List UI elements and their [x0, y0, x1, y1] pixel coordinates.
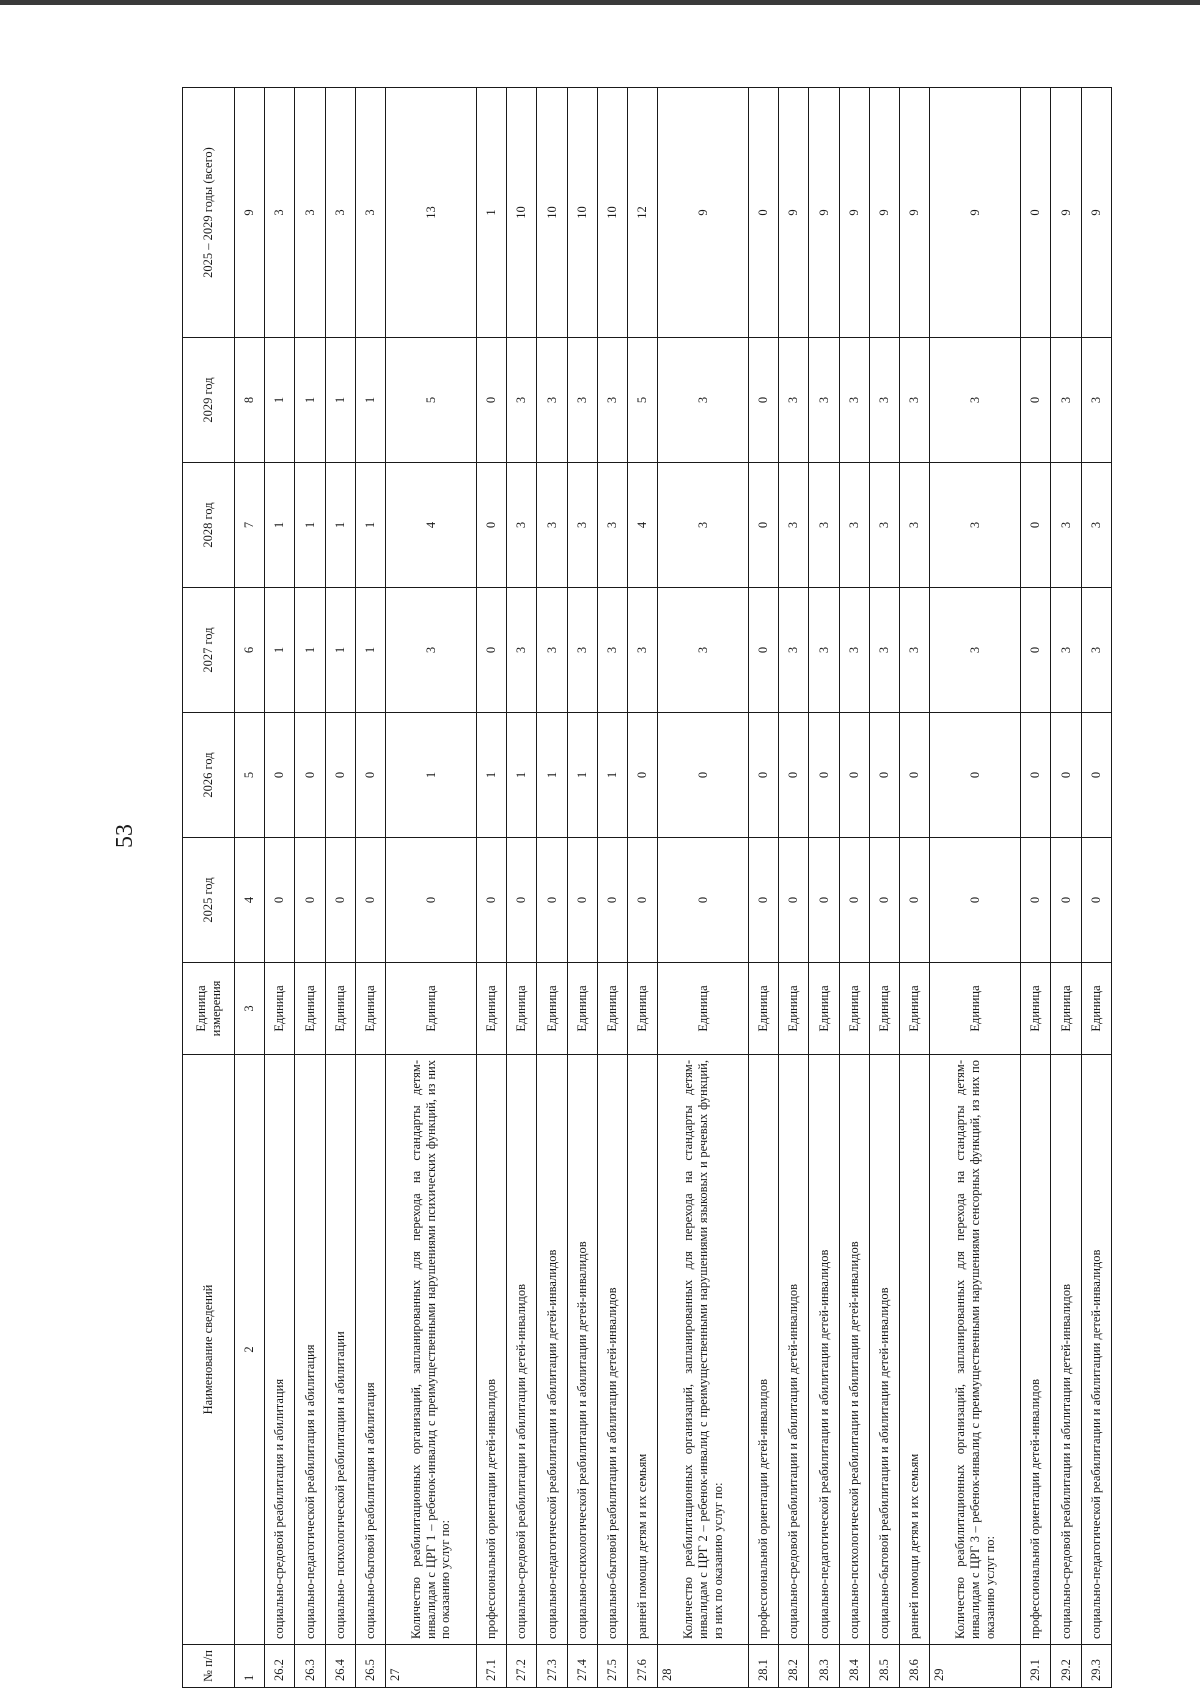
value-2025: 0	[537, 838, 567, 963]
value-2029: 0	[749, 338, 779, 463]
value-2025: 0	[779, 838, 809, 963]
value-2029: 3	[809, 338, 839, 463]
value-2029: 3	[779, 338, 809, 463]
value-2025: 0	[597, 838, 627, 963]
value-2028: 3	[839, 463, 869, 588]
row-name: социально-педагогической реабилитация и абилитация	[295, 1055, 325, 1645]
value-2027: 3	[869, 588, 899, 713]
value-2029: 5	[386, 338, 477, 463]
value-2027: 0	[1021, 588, 1051, 713]
value-total: 10	[567, 88, 597, 338]
row-name: социально- психологической реабилитации и абилитации	[325, 1055, 355, 1645]
value-2028: 0	[1021, 463, 1051, 588]
row-name: социально-педагогической реабилитации и абилитации детей-инвалидов	[537, 1055, 567, 1645]
value-2026: 0	[1051, 713, 1081, 838]
value-2028: 0	[749, 463, 779, 588]
value-2025: 0	[628, 838, 658, 963]
value-2027: 3	[628, 588, 658, 713]
value-2027: 1	[295, 588, 325, 713]
value-2026: 0	[1021, 713, 1051, 838]
value-2029: 3	[900, 338, 930, 463]
row-number: 28.5	[869, 1645, 899, 1688]
value-2026: 0	[355, 713, 385, 838]
value-2025: 0	[839, 838, 869, 963]
column-index-cell: 7	[235, 463, 265, 588]
table-row	[265, 88, 295, 1688]
row-name: социально-средовой реабилитация и абилитация	[265, 1055, 295, 1645]
row-number: 29.3	[1081, 1645, 1111, 1688]
row-number: 28.3	[809, 1645, 839, 1688]
value-2027: 3	[779, 588, 809, 713]
value-2029: 0	[476, 338, 506, 463]
value-2025: 0	[295, 838, 325, 963]
table-row	[355, 88, 385, 1688]
value-total: 9	[900, 88, 930, 338]
row-name: социально-средовой реабилитации и абилитации детей-инвалидов	[779, 1055, 809, 1645]
value-2026: 1	[386, 713, 477, 838]
row-name: социально-педагогической реабилитации и абилитации детей-инвалидов	[1081, 1055, 1111, 1645]
row-name: Количество реабилитационных организаций, запланированных для перехода на стандарты детям-инвалидам с ЦРГ 2 – ребенок-инвалид с преимущественными нарушениями языковых и речевых функций, из них по оказанию услуг по:	[658, 1055, 749, 1645]
value-2026: 1	[567, 713, 597, 838]
row-unit: Единица	[597, 963, 627, 1055]
header-num: № п/п	[183, 1645, 235, 1688]
row-unit: Единица	[355, 963, 385, 1055]
row-name: социально-психологической реабилитации и абилитации детей-инвалидов	[567, 1055, 597, 1645]
row-name: социально-бытовой реабилитации и абилитации детей-инвалидов	[869, 1055, 899, 1645]
table-row	[749, 88, 779, 1688]
table-row	[537, 88, 567, 1688]
row-number: 27.2	[507, 1645, 537, 1688]
value-total: 0	[749, 88, 779, 338]
rotated-table-container	[182, 88, 1112, 1688]
value-2027: 3	[930, 588, 1021, 713]
row-number: 27.5	[597, 1645, 627, 1688]
value-total: 3	[355, 88, 385, 338]
value-2029: 3	[507, 338, 537, 463]
value-total: 1	[476, 88, 506, 338]
column-index-cell: 5	[235, 713, 265, 838]
row-number: 26.3	[295, 1645, 325, 1688]
value-2026: 0	[930, 713, 1021, 838]
table-row	[476, 88, 506, 1688]
value-total: 9	[809, 88, 839, 338]
value-2025: 0	[749, 838, 779, 963]
value-2026: 0	[628, 713, 658, 838]
row-number: 26.4	[325, 1645, 355, 1688]
value-2027: 3	[537, 588, 567, 713]
value-2028: 4	[628, 463, 658, 588]
row-name: социально-педагогической реабилитации и абилитации детей-инвалидов	[809, 1055, 839, 1645]
header-2028: 2028 год	[183, 463, 235, 588]
value-2028: 1	[355, 463, 385, 588]
value-2026: 0	[779, 713, 809, 838]
value-total: 9	[1081, 88, 1111, 338]
row-unit: Единица	[658, 963, 749, 1055]
table-row	[507, 88, 537, 1688]
row-unit: Единица	[537, 963, 567, 1055]
column-index-row	[235, 88, 265, 1688]
value-total: 9	[869, 88, 899, 338]
value-2025: 0	[658, 838, 749, 963]
value-2026: 0	[839, 713, 869, 838]
row-number: 29	[930, 1645, 1021, 1688]
row-name: профессиональной ориентации детей-инвалидов	[749, 1055, 779, 1645]
value-2029: 3	[537, 338, 567, 463]
value-total: 9	[930, 88, 1021, 338]
value-2026: 0	[869, 713, 899, 838]
row-number: 27.1	[476, 1645, 506, 1688]
value-2028: 3	[658, 463, 749, 588]
value-2025: 0	[507, 838, 537, 963]
value-2027: 1	[265, 588, 295, 713]
table-body	[235, 88, 1112, 1688]
value-2029: 1	[355, 338, 385, 463]
value-2026: 0	[1081, 713, 1111, 838]
value-2028: 3	[1051, 463, 1081, 588]
table-row	[779, 88, 809, 1688]
row-number: 29.2	[1051, 1645, 1081, 1688]
value-2026: 0	[658, 713, 749, 838]
row-unit: Единица	[839, 963, 869, 1055]
value-2025: 0	[567, 838, 597, 963]
row-name: Количество реабилитационных организаций, запланированных для перехода на стандарты детям-инвалидам с ЦРГ 3 – ребенок-инвалид с преимущественными нарушениями сенсорных функций, из них по оказанию услуг по:	[930, 1055, 1021, 1645]
column-index-cell: 4	[235, 838, 265, 963]
table-row	[295, 88, 325, 1688]
table-row	[628, 88, 658, 1688]
table-row	[1021, 88, 1051, 1688]
value-2029: 3	[839, 338, 869, 463]
value-2028: 3	[597, 463, 627, 588]
column-index-cell: 3	[235, 963, 265, 1055]
value-2026: 1	[597, 713, 627, 838]
value-total: 9	[839, 88, 869, 338]
row-unit: Единица	[265, 963, 295, 1055]
row-number: 26.2	[265, 1645, 295, 1688]
table-row	[567, 88, 597, 1688]
table-row	[325, 88, 355, 1688]
value-2027: 3	[597, 588, 627, 713]
value-2027: 1	[355, 588, 385, 713]
value-2026: 1	[507, 713, 537, 838]
row-unit: Единица	[930, 963, 1021, 1055]
value-2028: 1	[325, 463, 355, 588]
value-2027: 3	[809, 588, 839, 713]
value-2028: 3	[567, 463, 597, 588]
row-unit: Единица	[869, 963, 899, 1055]
value-2025: 0	[1051, 838, 1081, 963]
row-number: 29.1	[1021, 1645, 1051, 1688]
table-row	[869, 88, 899, 1688]
value-total: 0	[1021, 88, 1051, 338]
value-2026: 0	[809, 713, 839, 838]
value-2026: 0	[325, 713, 355, 838]
row-number: 27.4	[567, 1645, 597, 1688]
value-2027: 3	[658, 588, 749, 713]
row-number: 27.3	[537, 1645, 567, 1688]
value-2025: 0	[355, 838, 385, 963]
value-2029: 0	[1021, 338, 1051, 463]
row-name: социально-средовой реабилитации и абилитации детей-инвалидов	[1051, 1055, 1081, 1645]
row-unit: Единица	[567, 963, 597, 1055]
value-2028: 4	[386, 463, 477, 588]
value-2026: 1	[537, 713, 567, 838]
value-2029: 3	[567, 338, 597, 463]
row-unit: Единица	[295, 963, 325, 1055]
value-2025: 0	[809, 838, 839, 963]
value-2027: 3	[507, 588, 537, 713]
row-unit: Единица	[476, 963, 506, 1055]
value-2028: 3	[930, 463, 1021, 588]
value-2027: 3	[567, 588, 597, 713]
value-2029: 1	[325, 338, 355, 463]
value-2025: 0	[386, 838, 477, 963]
page-number: 53	[112, 824, 138, 848]
row-name: социально-психологической реабилитации и абилитации детей-инвалидов	[839, 1055, 869, 1645]
value-total: 9	[779, 88, 809, 338]
value-2028: 3	[869, 463, 899, 588]
row-name: Количество реабилитационных организаций, запланированных для перехода на стандарты детям-инвалидам с ЦРГ 1 – ребенок-инвалид с преимущественными нарушениями психических функций, из них по оказанию услуг по:	[386, 1055, 477, 1645]
value-2029: 3	[658, 338, 749, 463]
value-total: 9	[658, 88, 749, 338]
column-index-cell: 1	[235, 1645, 265, 1688]
row-number: 27	[386, 1645, 477, 1688]
table-row	[839, 88, 869, 1688]
value-2027: 3	[900, 588, 930, 713]
header-2026: 2026 год	[183, 713, 235, 838]
row-name: ранней помощи детям и их семьям	[628, 1055, 658, 1645]
row-unit: Единица	[1051, 963, 1081, 1055]
value-2026: 1	[476, 713, 506, 838]
value-2028: 3	[507, 463, 537, 588]
row-name: социально-бытовой реабилитации и абилитации детей-инвалидов	[597, 1055, 627, 1645]
row-number: 28.6	[900, 1645, 930, 1688]
column-index-cell: 6	[235, 588, 265, 713]
row-number: 28	[658, 1645, 749, 1688]
value-total: 10	[537, 88, 567, 338]
table-row	[900, 88, 930, 1688]
table-row	[1081, 88, 1111, 1688]
value-2028: 0	[476, 463, 506, 588]
table-row	[597, 88, 627, 1688]
value-total: 10	[597, 88, 627, 338]
header-unit: Единица измерения	[183, 963, 235, 1055]
value-total: 3	[295, 88, 325, 338]
value-total: 13	[386, 88, 477, 338]
row-number: 28.1	[749, 1645, 779, 1688]
value-2027: 3	[386, 588, 477, 713]
value-total: 3	[265, 88, 295, 338]
row-unit: Единица	[325, 963, 355, 1055]
value-2029: 1	[295, 338, 325, 463]
value-2028: 1	[295, 463, 325, 588]
value-2029: 3	[1051, 338, 1081, 463]
value-2028: 3	[809, 463, 839, 588]
value-2025: 0	[1081, 838, 1111, 963]
table-row	[1051, 88, 1081, 1688]
row-number: 28.2	[779, 1645, 809, 1688]
value-2029: 3	[930, 338, 1021, 463]
value-2027: 3	[839, 588, 869, 713]
value-2029: 3	[869, 338, 899, 463]
value-2025: 0	[900, 838, 930, 963]
row-number: 28.4	[839, 1645, 869, 1688]
value-2026: 0	[265, 713, 295, 838]
column-index-cell: 9	[235, 88, 265, 338]
value-2027: 0	[476, 588, 506, 713]
row-unit: Единица	[628, 963, 658, 1055]
row-unit: Единица	[386, 963, 477, 1055]
value-2026: 0	[900, 713, 930, 838]
header-2027: 2027 год	[183, 588, 235, 713]
value-total: 3	[325, 88, 355, 338]
value-2029: 3	[597, 338, 627, 463]
column-index-cell: 8	[235, 338, 265, 463]
value-2026: 0	[295, 713, 325, 838]
row-unit: Единица	[507, 963, 537, 1055]
value-total: 9	[1051, 88, 1081, 338]
value-2025: 0	[930, 838, 1021, 963]
value-2028: 3	[900, 463, 930, 588]
header-2025: 2025 год	[183, 838, 235, 963]
value-2028: 1	[265, 463, 295, 588]
value-2028: 3	[537, 463, 567, 588]
row-number: 26.5	[355, 1645, 385, 1688]
value-2025: 0	[265, 838, 295, 963]
row-name: социально-бытовой реабилитация и абилитация	[355, 1055, 385, 1645]
value-2025: 0	[325, 838, 355, 963]
row-name: профессиональной ориентации детей-инвалидов	[476, 1055, 506, 1645]
value-2029: 1	[265, 338, 295, 463]
value-2027: 3	[1081, 588, 1111, 713]
table-row	[658, 88, 749, 1688]
header-2029: 2029 год	[183, 338, 235, 463]
row-unit: Единица	[900, 963, 930, 1055]
value-2025: 0	[869, 838, 899, 963]
row-unit: Единица	[779, 963, 809, 1055]
table-row	[809, 88, 839, 1688]
row-name: социально-средовой реабилитации и абилитации детей-инвалидов	[507, 1055, 537, 1645]
row-name: ранней помощи детям и их семьям	[900, 1055, 930, 1645]
value-2029: 5	[628, 338, 658, 463]
value-2028: 3	[1081, 463, 1111, 588]
value-total: 10	[507, 88, 537, 338]
row-name: профессиональной ориентации детей-инвалидов	[1021, 1055, 1051, 1645]
row-unit: Единица	[1081, 963, 1111, 1055]
table-row	[930, 88, 1021, 1688]
column-index-cell: 2	[235, 1055, 265, 1645]
value-2029: 3	[1081, 338, 1111, 463]
data-table	[182, 87, 1112, 1688]
row-unit: Единица	[809, 963, 839, 1055]
header-total: 2025 – 2029 годы (всего)	[183, 88, 235, 338]
value-2025: 0	[1021, 838, 1051, 963]
value-2026: 0	[749, 713, 779, 838]
value-2025: 0	[476, 838, 506, 963]
value-2027: 1	[325, 588, 355, 713]
row-number: 27.6	[628, 1645, 658, 1688]
table-row	[386, 88, 477, 1688]
scan-edge-line	[0, 0, 1200, 5]
table-header-row	[183, 88, 235, 1688]
row-unit: Единица	[749, 963, 779, 1055]
value-2027: 3	[1051, 588, 1081, 713]
value-2028: 3	[779, 463, 809, 588]
value-2027: 0	[749, 588, 779, 713]
row-unit: Единица	[1021, 963, 1051, 1055]
value-total: 12	[628, 88, 658, 338]
header-name: Наименование сведений	[183, 1055, 235, 1645]
